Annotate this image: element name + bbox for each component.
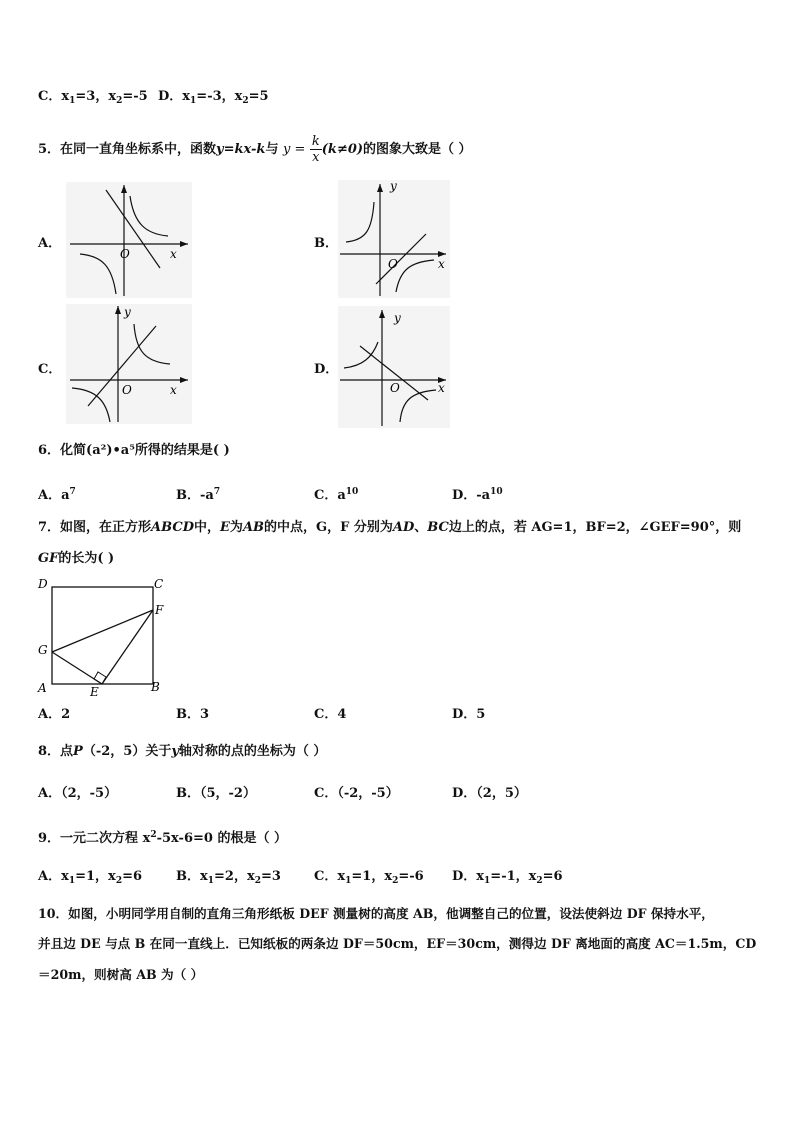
q7-option-d: D．5 <box>452 707 486 722</box>
q5-graph-d <box>338 306 450 428</box>
q5-graph-b-origin: O <box>388 257 398 271</box>
q8-option-b: B．（5，-2） <box>176 786 256 801</box>
q5-option-b-label: B． <box>314 236 338 251</box>
q7-label-g: G <box>38 643 48 657</box>
q5-option-c-label: C． <box>38 362 62 377</box>
q9-option-a: A．$x_1=1$，$x_2=6$ <box>38 869 143 886</box>
q5-graph-a-x-label: x <box>170 247 177 261</box>
q8-stem: 8．点P（-2，5）关于y轴对称的点的坐标为（ ） <box>38 744 327 759</box>
q7-label-d: D <box>38 577 48 591</box>
q10-stem-line3: ＝20m，则树高 AB 为（ ） <box>38 967 204 982</box>
q5-option-a-label: A． <box>38 236 62 251</box>
q5-graph-c <box>66 304 192 424</box>
q8-option-c: C．（-2，-5） <box>314 786 399 801</box>
q6-option-a: A．$a^7$ <box>38 487 76 503</box>
q5-option-d-label: D． <box>314 362 339 377</box>
q5-graph-d-origin: O <box>390 381 400 395</box>
q7-option-b: B．3 <box>176 707 210 722</box>
q5-graph-c-x-label: x <box>170 383 177 397</box>
q5-graph-b-y-label: y <box>390 180 397 193</box>
q5-fraction: $\frac{k}{x}$ <box>311 134 320 165</box>
q5-graph-b-x-label: x <box>438 257 445 271</box>
q7-option-a: A．2 <box>38 707 71 722</box>
q5-graph-c-origin: O <box>122 383 132 397</box>
q7-label-e: E <box>90 685 99 698</box>
q5-stem: 5．在同一直角坐标系中，函数y=kx-k与 y = $\frac{k}{x}$ (k≠0)的图象大致是（ ） <box>38 134 472 165</box>
q5-graph-b <box>338 180 450 298</box>
q7-label-b: B <box>151 680 160 694</box>
q5-graph-d-x-label: x <box>438 381 445 395</box>
q5-graph-c-y-label: y <box>124 305 131 319</box>
q7-label-a: A <box>38 681 47 695</box>
q8-option-a: A．（2，-5） <box>38 786 118 801</box>
q6-option-b: B．$-a^7$ <box>176 487 221 503</box>
q7-stem-line2: GF的长为( ) <box>38 551 115 566</box>
q7-label-f: F <box>155 603 164 617</box>
q6-option-c: C．$a^{10}$ <box>314 487 359 503</box>
q5-graph-a <box>66 182 192 298</box>
q5-graph-a-origin: O <box>120 247 130 261</box>
q9-option-c: C．$x_1=1$，$x_2=-6$ <box>314 869 424 886</box>
q6-stem: 6．化简(a²)•a⁵所得的结果是( ) <box>38 443 230 458</box>
q7-option-c: C．4 <box>314 707 347 722</box>
q6-option-d: D．$-a^{10}$ <box>452 487 503 503</box>
q9-stem: 9．一元二次方程 $x^2-5x-6=0$ 的根是（ ） <box>38 830 287 846</box>
q9-option-d: D．$x_1=-1$，$x_2=6$ <box>452 869 563 886</box>
q7-square-figure <box>34 574 168 698</box>
q10-stem-line2: 并且边 DE 与点 B 在同一直线上．已知纸板的两条边 DF＝50cm，EF＝30cm，测得边 DF 离地面的高度 AC＝1.5m，CD <box>38 936 757 951</box>
q5-graph-d-y-label: y <box>394 311 401 325</box>
q8-option-d: D．（2，5） <box>452 786 527 801</box>
q7-label-c: C <box>154 577 164 591</box>
q7-stem-line1: 7．如图，在正方形ABCD中，E为AB的中点，G，F 分别为AD、BC边上的点，若 AG=1，BF=2，∠GEF=90°，则 <box>38 520 742 535</box>
q10-stem-line1: 10．如图，小明同学用自制的直角三角形纸板 DEF 测量树的高度 AB，他调整自己的位置，设法使斜边 DF 保持水平， <box>38 906 714 921</box>
q4-option-c: C．$x_1=3$，$x_2=-5$ <box>38 89 148 106</box>
q9-option-b: B．$x_1=2$，$x_2=3$ <box>176 869 281 886</box>
q4-option-d: D．$x_1=-3$，$x_2=5$ <box>158 89 269 106</box>
